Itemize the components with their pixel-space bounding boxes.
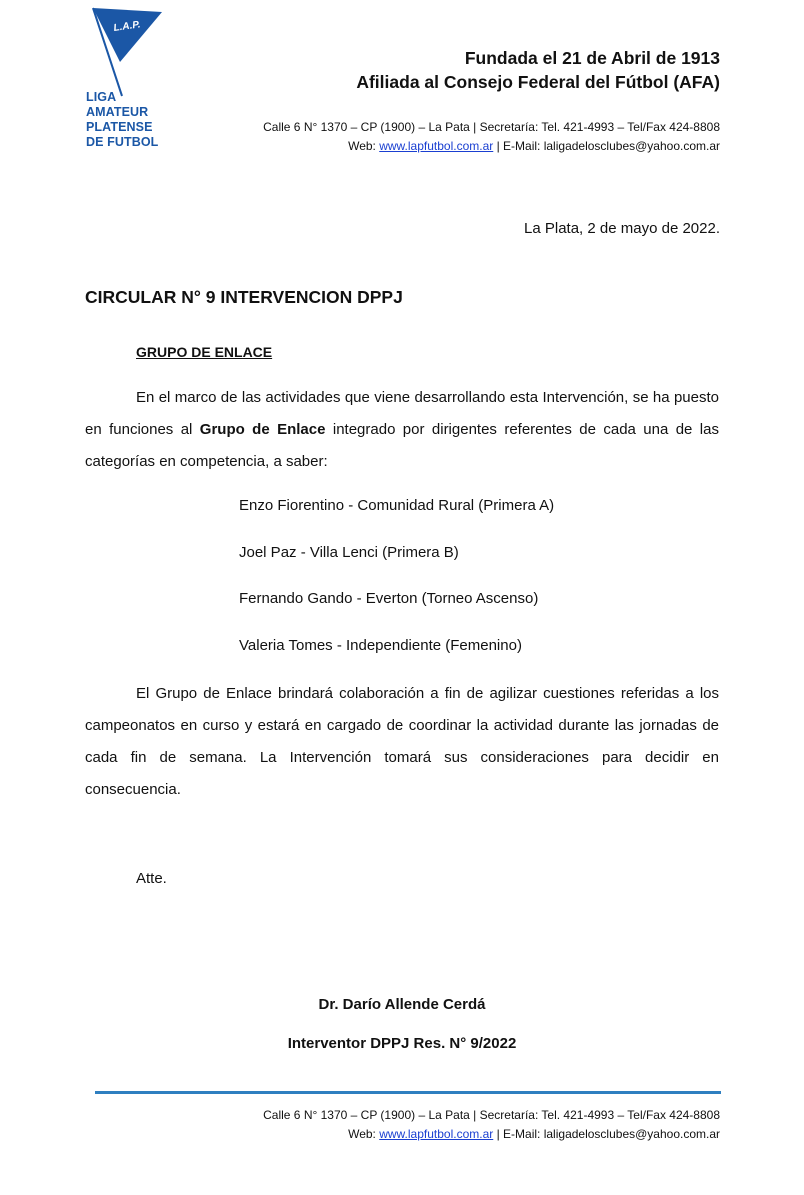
signer-role: Interventor DPPJ Res. N° 9/2022 [287,1035,517,1052]
website-link[interactable]: www.lapfutbol.com.ar [379,1127,494,1141]
footer-contact [263,1106,720,1144]
closing: Atte. [136,870,167,887]
flag-text: L.A.P. [112,19,142,34]
web-email-line [263,1125,720,1144]
league-name-line: AMATEUR [86,105,149,119]
email-text: | E-Mail: laligadelosclubes@yahoo.com.ar [493,139,720,153]
body-text: El Grupo de Enlace brindará colaboración a fin de agilizar cuestiones referidas a los campeonatos en curso y estará en cargado de coordinar la actividad durante las jornadas de cada fin de semana. La Intervención tomará sus consideraciones para decidir en consecuencia. [85,685,719,798]
intro-text-start: En el marco de las actividades que viene desarrollando esta Intervención, se ha puesto en funciones al [85,389,719,438]
web-email-line [263,137,720,156]
league-name-line: LIGA [86,90,117,104]
body-paragraph [85,678,719,806]
header-contact [263,118,720,156]
address-line: Calle 6 N° 1370 – CP (1900) – La Pata | Secretaría: Tel. 421-4993 – Tel/Fax 424-8808 [263,120,720,134]
league-name [86,90,186,150]
list-item: Enzo Fiorentino - Comunidad Rural (Primera A) [239,497,555,514]
list-item: Valeria Tomes - Independiente (Femenino) [239,636,522,654]
website-link[interactable]: www.lapfutbol.com.ar [379,139,494,153]
signer-name: Dr. Darío Allende Cerdá [318,996,486,1013]
web-label: Web: [348,1127,380,1141]
web-label: Web: [348,139,380,153]
league-name-line: PLATENSE [86,120,153,134]
email-text: | E-Mail: laligadelosclubes@yahoo.com.ar [493,1127,720,1141]
intro-paragraph [85,382,719,478]
league-name-line: DE FUTBOL [86,135,159,149]
list-item: Joel Paz - Villa Lenci (Primera B) [239,543,459,561]
founded-line: Fundada el 21 de Abril de 1913 [464,48,720,68]
circular-title: CIRCULAR N° 9 INTERVENCION DPPJ [85,287,403,307]
letterhead-title [356,46,720,94]
intro-text-end: integrado por dirigentes referentes de cada una de las categorías en competencia, a saber: [85,421,719,470]
league-logo [84,4,194,159]
intro-bold-term: Grupo de Enlace [199,421,326,438]
flag-icon [84,4,194,104]
address-line: Calle 6 N° 1370 – CP (1900) – La Pata | Secretaría: Tel. 421-4993 – Tel/Fax 424-8808 [263,1108,720,1122]
letter-date: La Plata, 2 de mayo de 2022. [524,220,720,237]
referents-list [239,490,554,676]
footer-divider [95,1091,721,1094]
section-subheading: GRUPO DE ENLACE [136,344,273,360]
list-item: Fernando Gando - Everton (Torneo Ascenso) [239,590,539,607]
affiliation-line: Afiliada al Consejo Federal del Fútbol (AFA) [356,72,720,92]
